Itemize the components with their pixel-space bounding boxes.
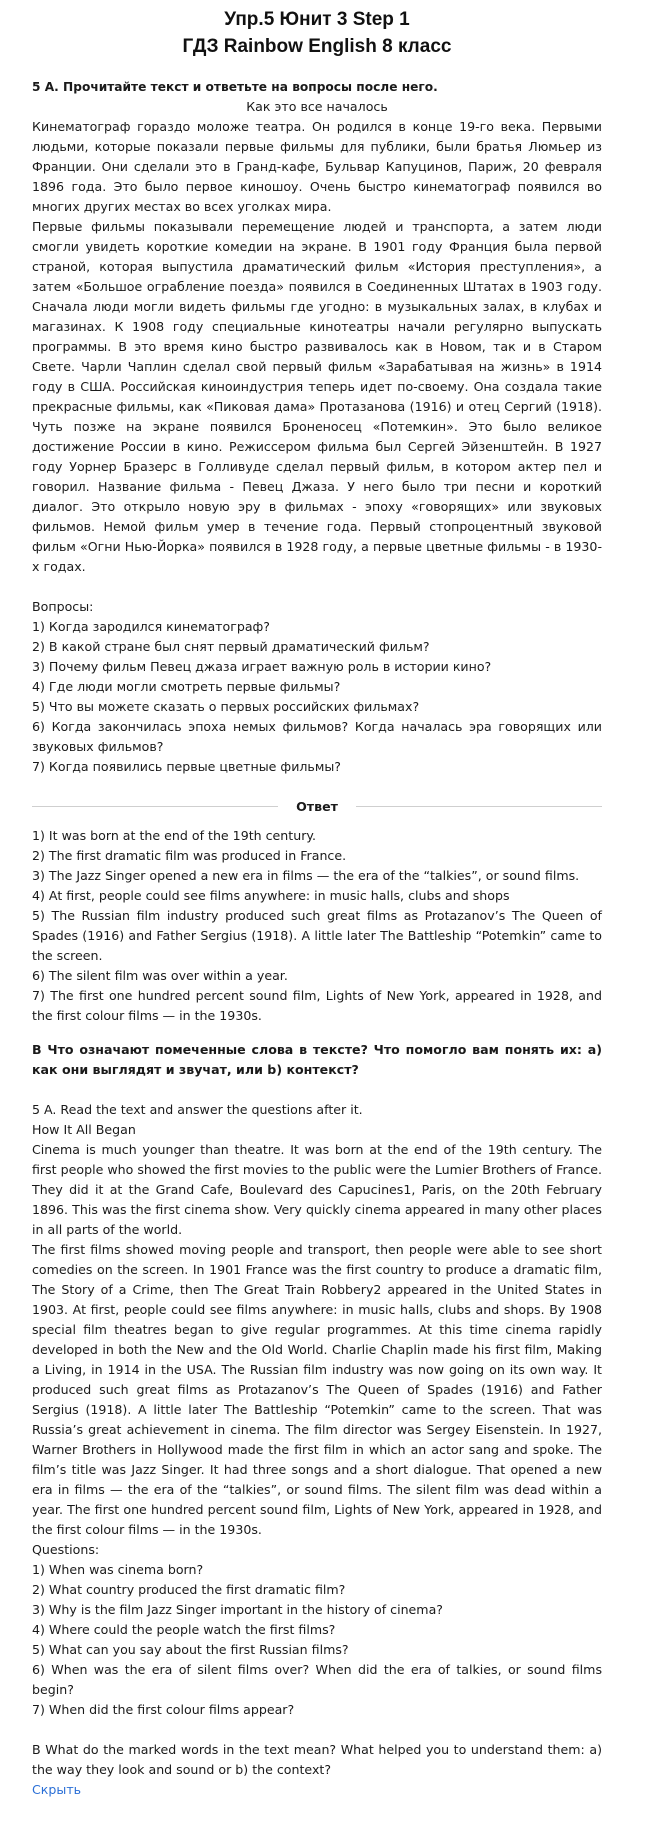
question-en-5: 5) What can you say about the first Russian films? bbox=[32, 1642, 349, 1657]
questions-title-ru: Вопросы: bbox=[32, 599, 94, 614]
question-ru-7: 7) Когда появились первые цветные фильмы? bbox=[32, 759, 341, 774]
question-ru-1: 1) Когда зародился кинематограф? bbox=[32, 619, 270, 634]
question-ru-4: 4) Где люди могли смотреть первые фильмы? bbox=[32, 679, 341, 694]
paragraph-ru-1: Кинематограф гораздо моложе театра. Он родился в конце 19-го века. Первыми людьми, которые показали первые фильмы для публики, были братья Люмьер из Франции. Они сделали это в Гранд-кафе, Бульвар Капуцинов, Париж, 20 февраля 1896 года. Это было первое киношоу. Очень быстро кинематограф появился во многих других местах во всех уголках мира. bbox=[32, 119, 602, 214]
answer-5: 5) The Russian film industry produced such great films as Protazanov’s The Queen of Spades (1916) and Father Sergius (1918). A little later The Battleship “Potemkin” came to the screen. bbox=[32, 908, 602, 963]
task-b-heading-ru: В Что означают помеченные слова в тексте? Что помогло вам понять их: а) как они выглядят и звучат, или b) контекст? bbox=[32, 1042, 602, 1077]
questions-title-en: Questions: bbox=[32, 1542, 100, 1557]
question-ru-6: 6) Когда закончилась эпоха немых фильмов? Когда началась эра говорящих или звуковых фильмов? bbox=[32, 719, 602, 754]
question-en-3: 3) Why is the film Jazz Singer important in the history of cinema? bbox=[32, 1602, 443, 1617]
page-title: Упр.5 Юнит 3 Step 1 bbox=[224, 9, 410, 30]
document bbox=[32, 6, 602, 1800]
paragraph-ru-2: Первые фильмы показывали перемещение людей и транспорта, а затем люди смогли увидеть короткие комедии на экране. В 1901 году Франция была первой страной, которая выпустила драматический фильм «История преступления», а затем «Большое ограбление поезда» появился в Соединенных Штатах в 1903 году. Сначала люди могли видеть фильмы где угодно: в музыкальных залах, в клубах и магазинах. К 1908 году специальные кинотеатры начали регулярно выпускать программы. В это время кино быстро развивалось как в Новом, так и в Старом Свете. Чарли Чаплин сделал свой первый фильм «Зарабатывая на жизнь» в 1914 году в США. Российская киноиндустрия теперь идет по-своему. Она создала такие прекрасные фильмы, как «Пиковая дама» Протазанова (1916) и отец Сергий (1918). Чуть позже на экране появился Броненосец «Потемкин». Это было великое достижение России в кино. Режиссером фильма был Сергей Эйзенштейн. В 1927 году Уорнер Бразерс в Голливуде сделал первый фильм, в котором актер пел и говорил. Название фильма - Певец Джаза. У него было три песни и короткий диалог. Это открыло новую эру в фильмах - эпоху «говорящих» или звуковых фильмов. Немой фильм умер в течение года. Первый стопроцентный звуковой фильм «Огни Нью-Йорка» появился в 1928 году, а первые цветные фильмы - в 1930-х годах. bbox=[32, 219, 602, 574]
question-en-2: 2) What country produced the first dramatic film? bbox=[32, 1582, 346, 1597]
english-section bbox=[32, 1100, 602, 1780]
answer-divider bbox=[32, 799, 602, 814]
answer-1: 1) It was born at the end of the 19th century. bbox=[32, 828, 317, 843]
paragraph-en-1: Cinema is much younger than theatre. It was born at the end of the 19th century. The first people who showed the first movies to the public were the Lumier Brothers of France. They did it at the Grand Cafe, Boulevard des Capucines1, Paris, on the 20th February 1896. This was the first cinema show. Very quickly cinema appeared in many other places in all parts of the world. bbox=[32, 1142, 602, 1237]
answer-3: 3) The Jazz Singer opened a new era in films — the era of the “talkies”, or sound films. bbox=[32, 868, 580, 883]
task-heading-ru: 5 А. Прочитайте текст и ответьте на вопросы после него. bbox=[32, 80, 438, 94]
answers-section bbox=[32, 826, 602, 1026]
answer-2: 2) The first dramatic film was produced in France. bbox=[32, 848, 347, 863]
question-en-6: 6) When was the era of silent films over? When did the era of talkies, or sound films begin? bbox=[32, 1662, 602, 1697]
answer-4: 4) At first, people could see films anywhere: in music halls, clubs and shops bbox=[32, 888, 510, 903]
task-heading-en: 5 A. Read the text and answer the questions after it. bbox=[32, 1102, 363, 1117]
page-subtitle: ГДЗ Rainbow English 8 класс bbox=[182, 36, 452, 57]
divider-line-right bbox=[356, 806, 602, 807]
paragraph-en-2: The first films showed moving people and transport, then people were able to see short comedies on the screen. In 1901 France was the first country to produce a dramatic film, The Story of a Crime, then The Great Train Robbery2 appeared in the United States in 1903. At first, people could see films anywhere: in music halls, clubs and shops. By 1908 special film theatres began to give regular programmes. At this time cinema rapidly developed in both the New and the Old World. Charlie Chaplin made his first film, Making a Living, in 1914 in the USA. The Russian film industry was now going on its own way. It produced such great films as Protazanov’s The Queen of Spades (1916) and Father Sergius (1918). A little later The Battleship “Potemkin” came to the screen. That was Russia’s great achievement in cinema. The film director was Sergey Eisenstein. In 1927, Warner Brothers in Hollywood made the first film in which an actor sang and spoke. The film’s title was Jazz Singer. It had three songs and a short dialogue. That opened a new era in films — the era of the “talkies”, or sound films. The silent film was dead within a year. The first one hundred percent sound film, Lights of New York, appeared in 1928, and the first colour films — in the 1930s. bbox=[32, 1242, 602, 1537]
answer-7: 7) The first one hundred percent sound film, Lights of New York, appeared in 1928, and the first colour films — in the 1930s. bbox=[32, 988, 602, 1023]
text-title-en: How It All Began bbox=[32, 1122, 136, 1137]
text-title-ru: Как это все началось bbox=[246, 99, 388, 114]
question-en-4: 4) Where could the people watch the first films? bbox=[32, 1622, 336, 1637]
answer-label: Ответ bbox=[296, 799, 338, 814]
question-ru-5: 5) Что вы можете сказать о первых российских фильмах? bbox=[32, 699, 420, 714]
question-ru-2: 2) В какой стране был снят первый драматический фильм? bbox=[32, 639, 430, 654]
collapse-link[interactable]: Скрыть bbox=[32, 1782, 82, 1797]
task-b-heading-en: B What do the marked words in the text mean? What helped you to understand them: a) the way they look and sound or b) the context? bbox=[32, 1742, 602, 1777]
page-header bbox=[32, 6, 602, 60]
question-en-1: 1) When was cinema born? bbox=[32, 1562, 204, 1577]
divider-line-left bbox=[32, 806, 278, 807]
russian-section bbox=[32, 77, 602, 777]
question-en-7: 7) When did the first colour films appear? bbox=[32, 1702, 295, 1717]
question-ru-3: 3) Почему фильм Певец джаза играет важную роль в истории кино? bbox=[32, 659, 492, 674]
answer-6: 6) The silent film was over within a year. bbox=[32, 968, 288, 983]
